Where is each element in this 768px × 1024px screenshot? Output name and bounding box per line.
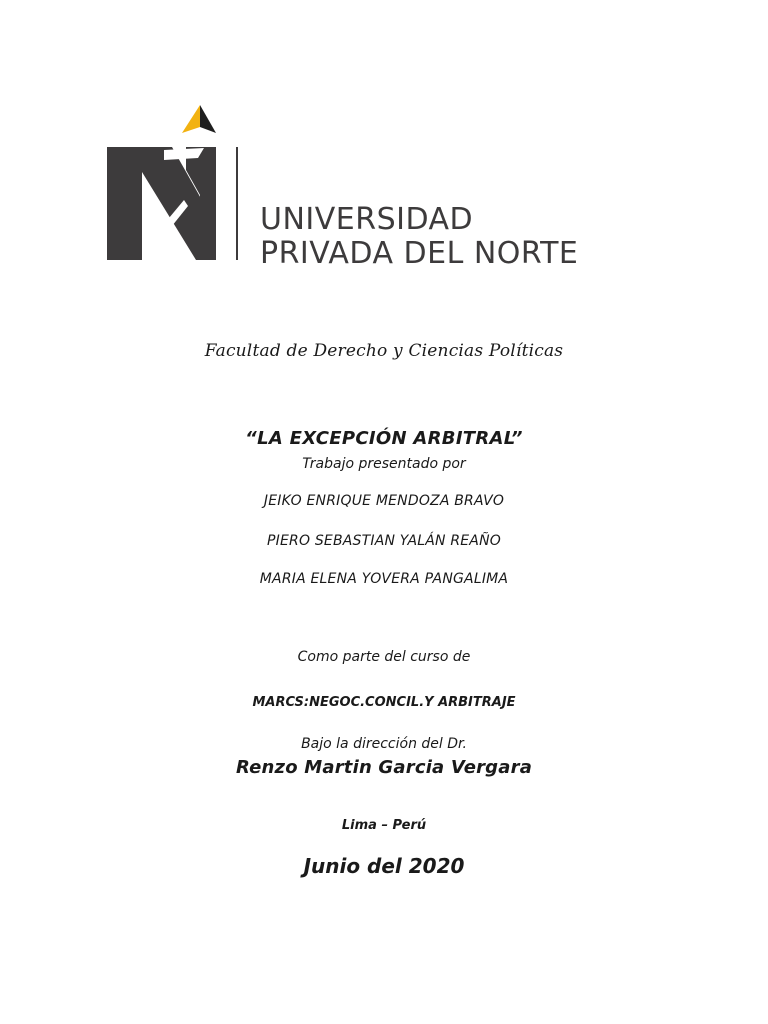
course-name: MARCS:NEGOC.CONCIL.Y ARBITRAJE <box>252 695 516 710</box>
place: Lima – Perú <box>341 818 427 833</box>
presented-by-label: Trabajo presentado por <box>302 456 466 472</box>
director-name: Renzo Martin Garcia Vergara <box>235 757 533 778</box>
university-logo <box>104 100 664 270</box>
university-name-line2: PRIVADA DEL NORTE <box>260 236 579 271</box>
author-1: JEIKO ENRIQUE MENDOZA BRAVO <box>263 493 505 509</box>
author-2: PIERO SEBASTIAN YALÁN REAÑO <box>267 533 501 549</box>
direction-label: Bajo la dirección del Dr. <box>301 736 467 752</box>
document-title: “LA EXCEPCIÓN ARBITRAL” <box>245 428 523 449</box>
faculty-name: Facultad de Derecho y Ciencias Políticas <box>204 341 564 361</box>
course-intro: Como parte del curso de <box>297 649 471 665</box>
university-name <box>260 203 578 271</box>
date: Junio del 2020 <box>303 854 465 878</box>
author-3: MARIA ELENA YOVERA PANGALIMA <box>259 571 509 587</box>
university-name-line1: UNIVERSIDAD <box>260 202 474 237</box>
